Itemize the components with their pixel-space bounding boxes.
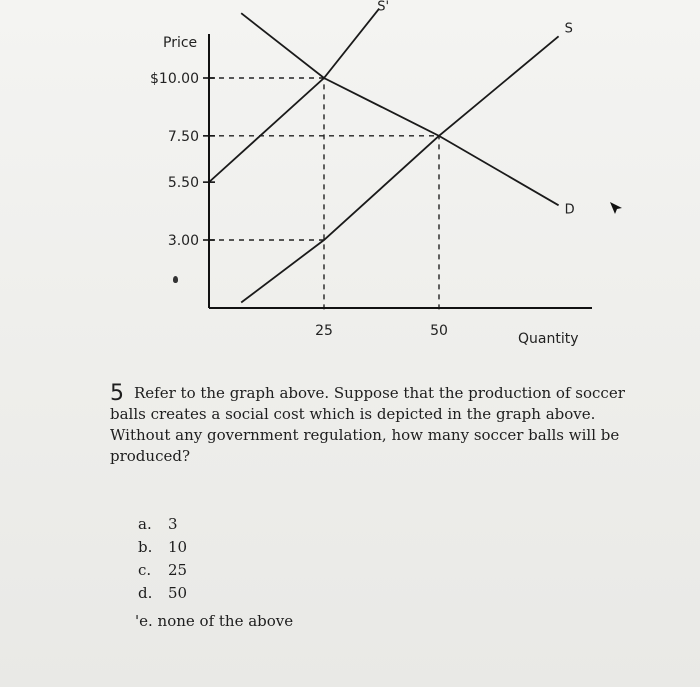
answer-options <box>138 513 187 605</box>
stray-mark <box>173 276 178 283</box>
option-value: 3 <box>168 515 178 533</box>
curve-s <box>241 36 558 302</box>
option-letter: c. <box>138 561 152 579</box>
question-text: Refer to the graph above. Suppose that the production of soccer balls creates a social cost which is depicted in the graph above. Without any government regulation, how many soccer balls will be produced? <box>110 384 625 465</box>
option-value: 50 <box>168 584 188 602</box>
question-number: 5 <box>110 381 124 406</box>
guide-lines <box>209 78 439 309</box>
curve-label: D <box>564 202 575 218</box>
option-c[interactable] <box>138 559 187 582</box>
option-d[interactable] <box>138 582 187 605</box>
option-letter: a. <box>138 515 152 533</box>
y-tick-label: 3.00 <box>167 233 199 249</box>
y-axis-label: Price <box>163 35 198 51</box>
option-letter: d. <box>138 584 153 602</box>
mouse-pointer-icon <box>608 200 624 216</box>
y-tick-label: 5.50 <box>167 175 199 192</box>
curve-s-prime <box>209 9 379 183</box>
curve-label: S' <box>377 0 390 15</box>
x-tick-label: 25 <box>315 323 333 339</box>
option-b[interactable] <box>138 536 187 559</box>
option-letter: b. <box>138 538 153 556</box>
y-tick-label: $10.00 <box>150 71 199 87</box>
x-axis-label: Quantity <box>518 331 579 347</box>
y-tick-label: 7.50 <box>167 128 199 145</box>
option-a[interactable] <box>138 513 187 536</box>
option-e[interactable]: 'e. none of the above <box>135 612 294 630</box>
option-value: 10 <box>168 538 188 556</box>
option-value: 25 <box>168 561 188 579</box>
x-tick-label: 50 <box>430 323 448 339</box>
axis-ticks <box>150 71 448 339</box>
curve-label: S <box>564 21 573 37</box>
question-block <box>110 383 650 467</box>
curve-labels <box>377 0 574 217</box>
curves <box>209 9 559 303</box>
